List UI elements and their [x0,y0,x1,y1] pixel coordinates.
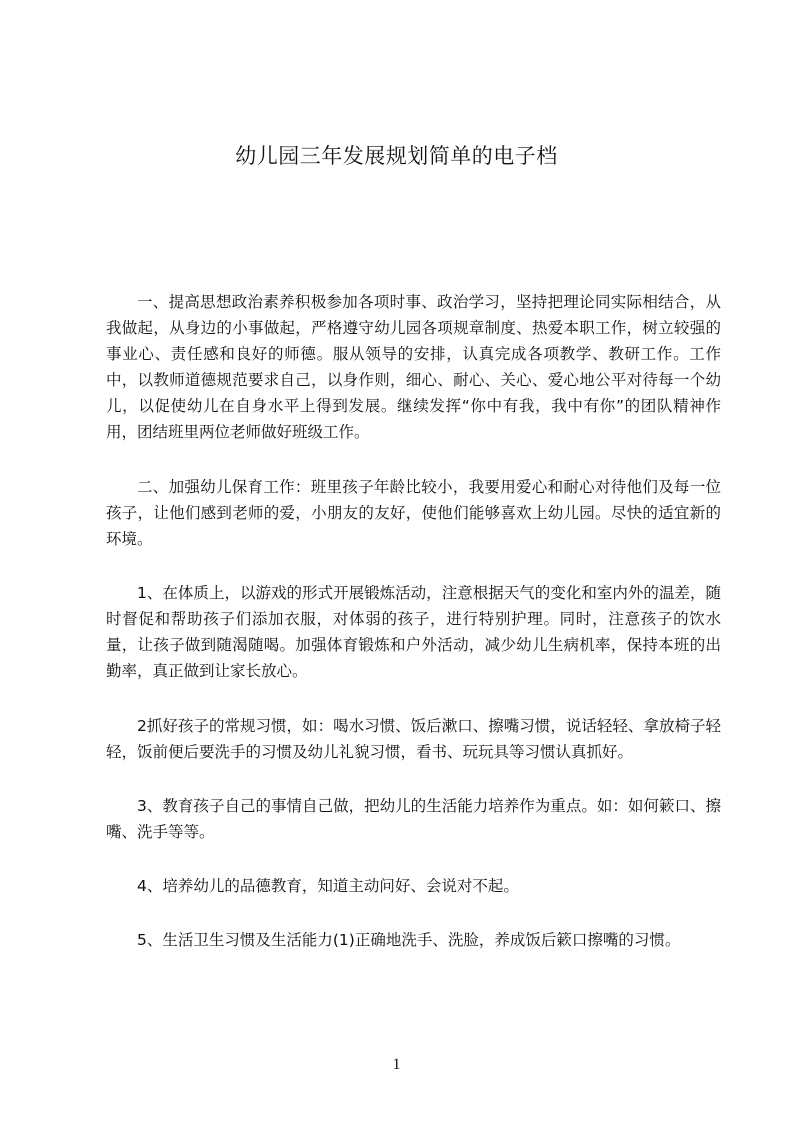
paragraph-3: 1、在体质上，以游戏的形式开展锻炼活动，注意根据天气的变化和室内外的温差，随时督促和帮助孩子们添加衣服，对体弱的孩子，进行特别护理。同时，注意孩子的饮水量，让孩子做到随渴随喝。加强体育锻炼和户外活动，减少幼儿生病机率，保持本班的出勤率，真正做到让家长放心。 [106,584,721,680]
paragraph-1: 一、提高思想政治素养积极参加各项时事、政治学习，坚持把理论同实际相结合，从我做起，从身边的小事做起，严格遵守幼儿园各项规章制度、热爱本职工作，树立较强的事业心、责任感和良好的师德。服从领导的安排，认真完成各项教学、教研工作。工作中，以教师道德规范要求自己，以身作则，细心、耐心、关心、爱心地公平对待每一个幼儿，以促使幼儿在自身水平上得到发展。继续发挥“你中有我，我中有你”的团队精神作用，团结班里两位老师做好班级工作。 [106,293,721,441]
paragraph-5: 3、教育孩子自己的事情自己做，把幼儿的生活能力培养作为重点。如：如何簌口、擦嘴、洗手等等。 [106,797,721,841]
paragraph-6: 4、培养幼儿的品德教育，知道主动问好、会说对不起。 [137,877,519,895]
page-number: 1 [392,1056,401,1073]
paragraph-7: 5、生活卫生习惯及生活能力(1)正确地洗手、洗脸，养成饭后簌口擦嘴的习惯。 [137,931,681,949]
paragraph-2: 二、加强幼儿保育工作：班里孩子年龄比较小，我要用爱心和耐心对待他们及每一位孩子，让他们感到老师的爱，小朋友的友好，使他们能够喜欢上幼儿园。尽快的适宜新的环境。 [106,478,721,548]
document-title: 幼儿园三年发展规划简单的电子档 [235,144,558,168]
paragraph-4: 2抓好孩子的常规习惯，如：喝水习惯、饭后漱口、擦嘴习惯，说话轻轻、拿放椅子轻轻，饭前便后要洗手的习惯及幼儿礼貌习惯，看书、玩玩具等习惯认真抓好。 [106,717,721,761]
